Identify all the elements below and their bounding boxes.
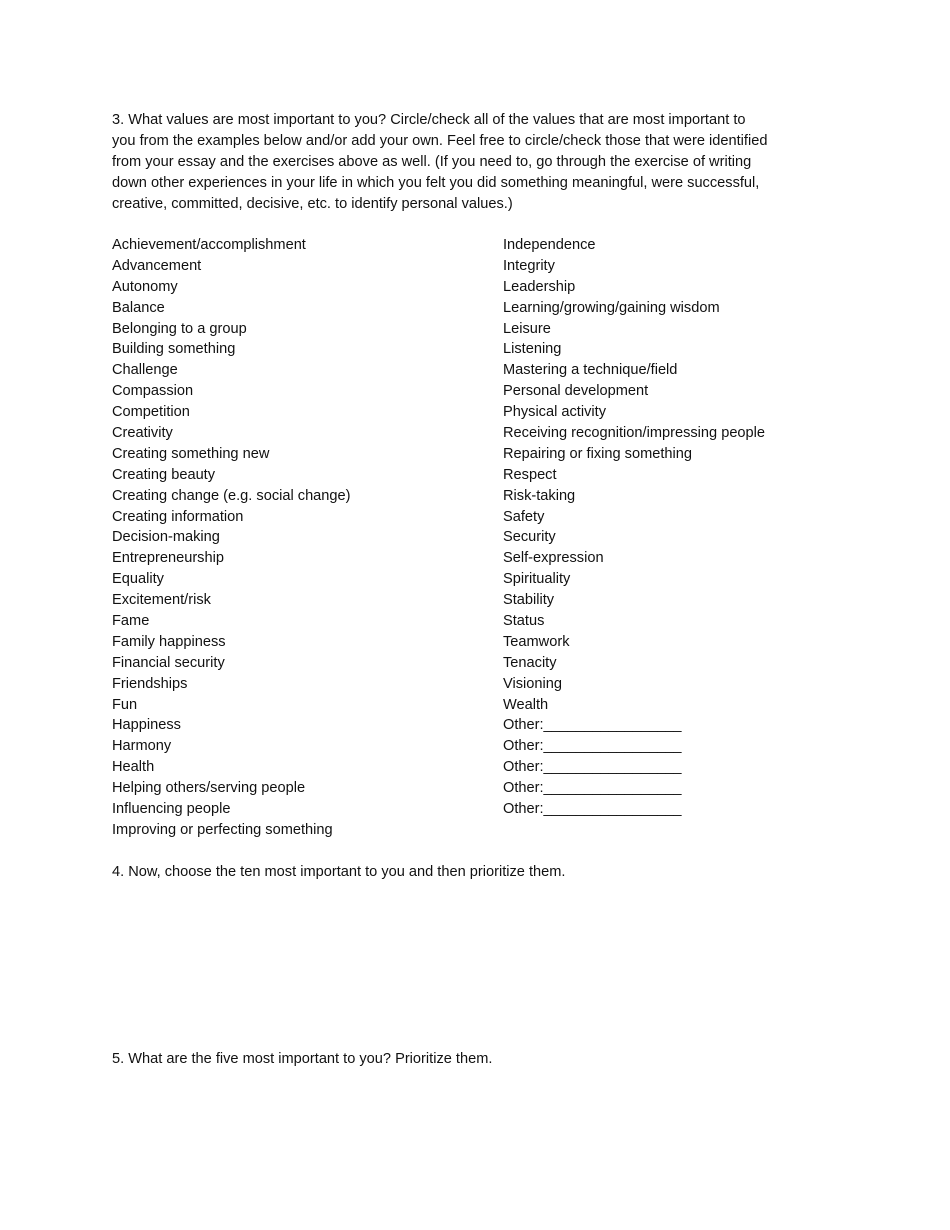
value-item[interactable]: Challenge [112, 362, 178, 379]
value-item[interactable]: Happiness [112, 717, 181, 734]
value-item[interactable]: Excitement/risk [112, 592, 211, 609]
value-item[interactable]: Creativity [112, 425, 173, 442]
value-item[interactable]: Tenacity [503, 654, 557, 671]
question-3-line: 3. What values are most important to you? Circle/check all of the values that are most important to [112, 112, 746, 128]
value-item[interactable]: Harmony [112, 738, 172, 755]
value-item[interactable]: Other:_________________ [503, 780, 682, 797]
value-item[interactable]: Creating information [112, 508, 244, 525]
value-item[interactable]: Other:_________________ [503, 759, 682, 776]
value-item[interactable]: Status [503, 613, 545, 630]
value-item[interactable]: Belonging to a group [112, 320, 247, 337]
question-3-line: down other experiences in your life in which you felt you did something meaningful, were successful, [112, 175, 760, 191]
value-item[interactable]: Safety [503, 508, 545, 525]
value-item[interactable]: Respect [503, 466, 557, 483]
value-item[interactable]: Helping others/serving people [112, 780, 306, 797]
value-item[interactable]: Stability [503, 592, 555, 609]
value-item[interactable]: Equality [112, 571, 164, 588]
value-item[interactable]: Mastering a technique/field [503, 362, 678, 379]
value-item[interactable]: Physical activity [503, 404, 606, 421]
value-item[interactable]: Listening [503, 341, 562, 358]
value-item[interactable]: Fun [112, 696, 138, 713]
value-item[interactable]: Friendships [112, 675, 188, 692]
value-item[interactable]: Decision-making [112, 529, 220, 546]
value-item[interactable]: Health [112, 759, 155, 776]
value-item[interactable]: Improving or perfecting something [112, 821, 333, 838]
value-item[interactable]: Creating beauty [112, 466, 216, 483]
question-3-line: you from the examples below and/or add your own. Feel free to circle/check those that were identified [112, 133, 768, 149]
value-item[interactable]: Spirituality [503, 571, 571, 588]
value-item[interactable]: Security [503, 529, 556, 546]
value-item[interactable]: Building something [112, 341, 236, 358]
value-item[interactable]: Integrity [503, 257, 555, 274]
question-3-line: from your essay and the exercises above as well. (If you need to, go through the exercise of writing [112, 154, 752, 170]
value-item[interactable]: Achievement/accomplishment [112, 237, 306, 253]
value-item[interactable]: Compassion [112, 383, 194, 400]
value-item[interactable]: Leadership [503, 278, 576, 295]
values-list [112, 235, 842, 841]
value-item[interactable]: Independence [503, 237, 596, 253]
value-item[interactable]: Learning/growing/gaining wisdom [503, 299, 720, 316]
value-item[interactable]: Creating something new [112, 445, 270, 462]
value-item[interactable]: Autonomy [112, 278, 178, 295]
value-item[interactable]: Advancement [112, 257, 202, 274]
question-3-line: creative, committed, decisive, etc. to identify personal values.) [112, 196, 513, 212]
value-item[interactable]: Competition [112, 404, 190, 421]
value-item[interactable]: Leisure [503, 320, 551, 337]
value-item[interactable]: Family happiness [112, 633, 226, 650]
worksheet-page [112, 110, 842, 1067]
values-column-left [112, 235, 503, 841]
value-item[interactable]: Risk-taking [503, 487, 576, 504]
value-item[interactable]: Balance [112, 299, 165, 316]
value-item[interactable]: Wealth [503, 696, 549, 713]
value-item[interactable]: Creating change (e.g. social change) [112, 487, 351, 504]
values-column-right [503, 235, 842, 841]
question-5-prompt: 5. What are the five most important to you? Prioritize them. [112, 1051, 493, 1067]
value-item[interactable]: Other:_________________ [503, 801, 682, 818]
value-item[interactable]: Repairing or fixing something [503, 445, 693, 462]
value-item[interactable]: Influencing people [112, 801, 231, 818]
value-item[interactable]: Other:_________________ [503, 738, 682, 755]
value-item[interactable]: Financial security [112, 654, 225, 671]
question-4-prompt: 4. Now, choose the ten most important to you and then prioritize them. [112, 864, 566, 880]
question-3-prompt [112, 110, 842, 215]
value-item[interactable]: Entrepreneurship [112, 550, 224, 567]
value-item[interactable]: Fame [112, 613, 150, 630]
value-item[interactable]: Self-expression [503, 550, 604, 567]
value-item[interactable]: Other:_________________ [503, 717, 682, 734]
value-item[interactable]: Personal development [503, 383, 649, 400]
value-item[interactable]: Receiving recognition/impressing people [503, 425, 766, 442]
value-item[interactable]: Teamwork [503, 633, 570, 650]
value-item[interactable]: Visioning [503, 675, 562, 692]
